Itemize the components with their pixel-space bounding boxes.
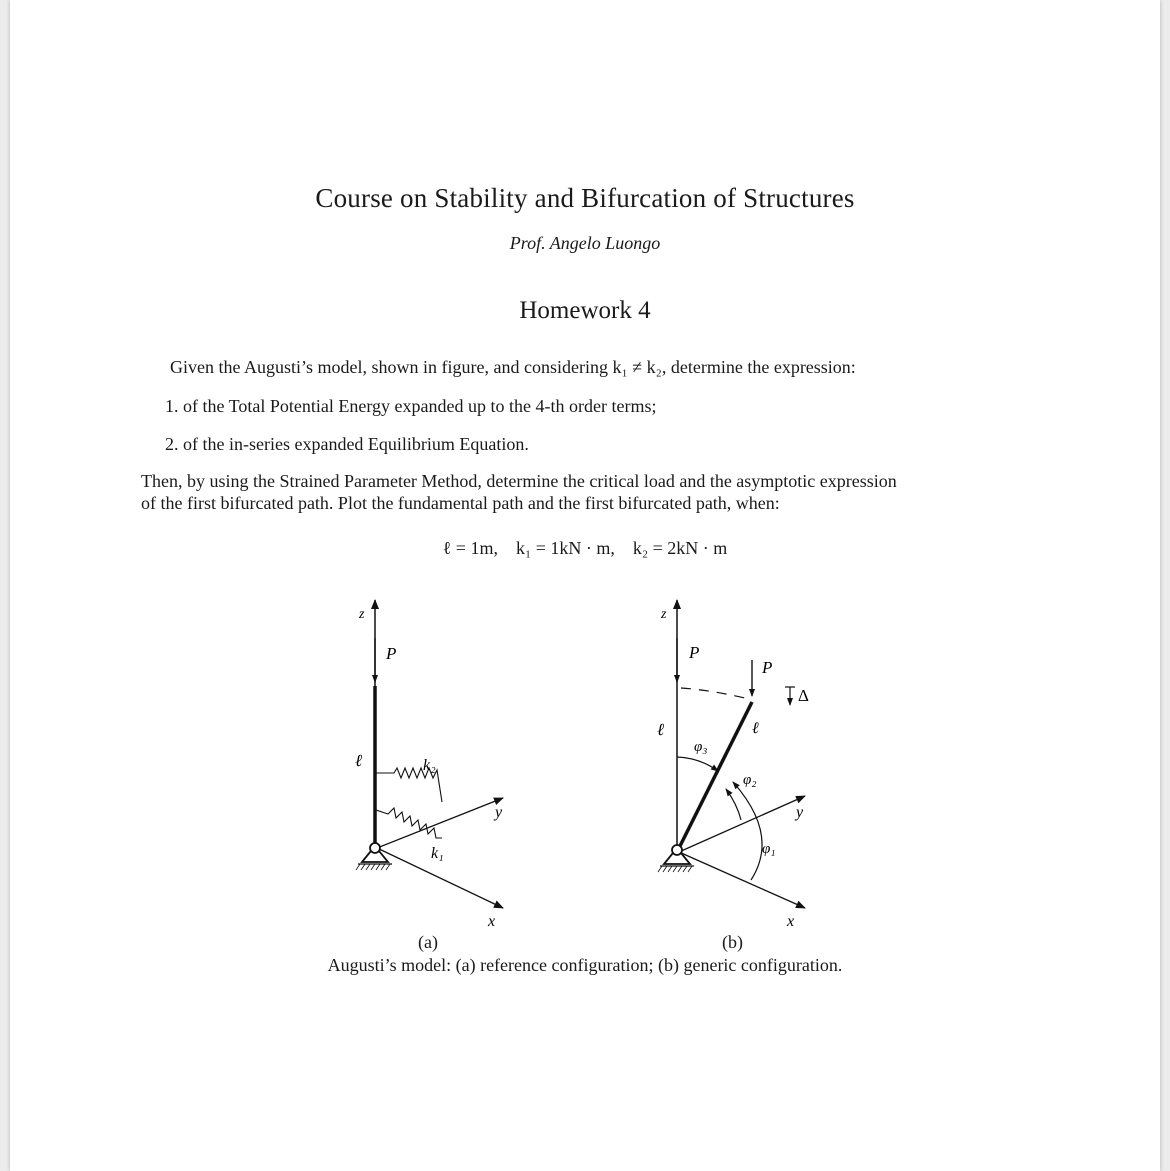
k2-label: k₂ — [423, 757, 436, 774]
z-label-b: z — [661, 607, 667, 622]
panel-a — [355, 600, 503, 930]
subcaption-a: (a) — [418, 932, 438, 952]
length-label-b2: ℓ — [752, 720, 759, 737]
parameter-values: ℓ = 1m, k₁ = 1kN · m, k₂ = 2kN · m — [442, 538, 728, 558]
intro-text: Given the Augusti’s model, shown in figure, and considering k₁ ≠ k₂, determine the expression: — [170, 357, 856, 377]
phi3-label: φ₃ — [694, 739, 708, 755]
delta-label: Δ — [798, 686, 809, 705]
phi2-label: φ₂ — [743, 772, 757, 788]
x-label-a: x — [488, 913, 496, 930]
document-page — [10, 0, 1160, 1171]
length-label-b: ℓ — [657, 720, 665, 739]
hinge-pin-b — [672, 845, 682, 855]
phi1-label: φ₁ — [762, 841, 776, 857]
y-axis-a — [377, 798, 503, 848]
y-label-a: y — [495, 804, 503, 821]
ground-hatch-b — [658, 866, 692, 872]
subcaption-b: (b) — [722, 932, 743, 952]
page-title: Course on Stability and Bifurcation of Structures — [315, 183, 855, 213]
phi3-arc — [677, 757, 718, 771]
x-label-b: x — [787, 913, 795, 930]
panel-b — [657, 600, 809, 930]
load-label-b2: P — [762, 658, 773, 677]
paragraph-line: of the first bifurcated path. Plot the fundamental path and the first bifurcated path, when: — [141, 493, 780, 513]
phi2-arc — [726, 789, 741, 820]
spring-k1 — [376, 808, 442, 838]
rigid-bar-b — [677, 702, 752, 852]
ground-hatch-a — [356, 864, 390, 870]
author: Prof. Angelo Luongo — [509, 233, 661, 253]
paragraph-line: Then, by using the Strained Parameter Method, determine the critical load and the asymptotic expression — [141, 471, 897, 491]
augusti-model-figure — [10, 590, 1160, 940]
homework-heading: Homework 4 — [519, 297, 651, 324]
y-label-b: y — [796, 804, 804, 821]
load-label-a: P — [386, 644, 397, 663]
x-axis-b — [679, 852, 805, 908]
z-label-a: z — [359, 607, 365, 622]
hinge-pin-a — [370, 843, 380, 853]
y-axis-b — [679, 796, 805, 852]
list-item: 1. of the Total Potential Energy expanded up to the 4-th order terms; — [165, 396, 657, 416]
phi1-arc — [733, 782, 762, 880]
figure-caption: Augusti’s model: (a) reference configuration; (b) generic configuration. — [327, 955, 843, 975]
k1-label: k₁ — [431, 845, 444, 862]
length-label-a: ℓ — [355, 751, 363, 770]
list-item: 2. of the in-series expanded Equilibrium Equation. — [165, 434, 529, 454]
trajectory-dashed — [681, 688, 745, 698]
load-label-b: P — [689, 643, 700, 662]
